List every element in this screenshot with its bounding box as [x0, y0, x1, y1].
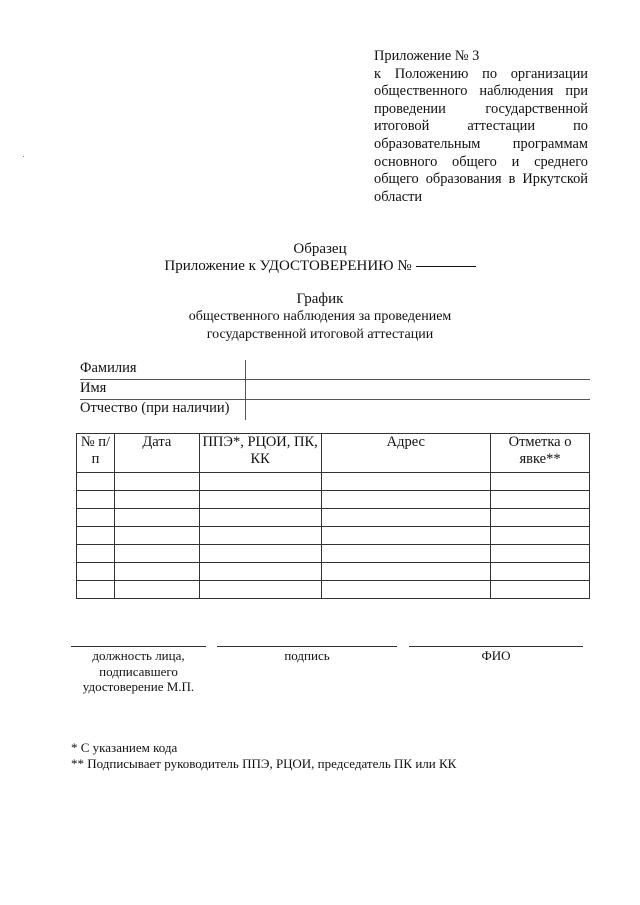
table-cell — [199, 563, 321, 581]
table-cell — [199, 509, 321, 527]
table-cell — [491, 491, 590, 509]
name-field — [80, 380, 590, 400]
table-cell — [491, 509, 590, 527]
header-location: ППЭ*, РЦОИ, ПК, КК — [199, 434, 321, 473]
certificate-attachment-text: Приложение к УДОСТОВЕРЕНИЮ № — [164, 258, 412, 274]
table-cell — [199, 491, 321, 509]
table-cell — [114, 545, 199, 563]
schedule-table — [76, 433, 590, 599]
table-cell — [77, 545, 115, 563]
header-number: № п/п — [77, 434, 115, 473]
patronymic-label: Отчество (при наличии) — [80, 400, 230, 416]
schedule-subtitle-line-2: государственной итоговой аттестации — [206, 327, 434, 342]
name-label: Имя — [80, 380, 107, 396]
table-cell — [114, 527, 199, 545]
table-cell — [77, 581, 115, 599]
table-cell — [321, 491, 491, 509]
fullname-caption: ФИО — [481, 648, 511, 663]
signature-line — [217, 646, 397, 647]
appendix-number: Приложение № 3 — [374, 48, 480, 64]
appendix-description: к Положению по организации общественного наблюдения при проведении государственной итоговой аттестации по образовательным программам основного общего и среднего общего образования в Иркутской области — [374, 65, 588, 205]
table-cell — [77, 509, 115, 527]
table-cell — [199, 581, 321, 599]
table-cell — [321, 527, 491, 545]
scan-speck — [23, 156, 24, 157]
schedule-title: График — [296, 291, 344, 307]
table-cell — [199, 545, 321, 563]
table-cell — [77, 527, 115, 545]
table-header-row — [77, 434, 590, 473]
table-row — [77, 581, 590, 599]
table-cell — [321, 509, 491, 527]
patronymic-field — [80, 400, 590, 419]
schedule-subtitle-line-1: общественного наблюдения за проведением — [188, 309, 452, 324]
table-cell — [114, 509, 199, 527]
certificate-attachment-line — [0, 258, 640, 275]
header-date: Дата — [114, 434, 199, 473]
table-cell — [491, 527, 590, 545]
position-caption: должность лица, подписавшего удостоверение М.П. — [82, 648, 195, 694]
sample-label: Образец — [293, 241, 347, 257]
table-cell — [491, 563, 590, 581]
table-cell — [321, 473, 491, 491]
lastname-field — [80, 360, 590, 380]
table-cell — [199, 473, 321, 491]
field-divider — [245, 360, 246, 380]
table-cell — [491, 581, 590, 599]
table-cell — [114, 581, 199, 599]
appendix-reference — [374, 48, 588, 206]
table-cell — [199, 527, 321, 545]
certificate-number-blank — [416, 266, 476, 267]
table-cell — [321, 545, 491, 563]
table-cell — [114, 491, 199, 509]
footnote-signer: ** Подписывает руководитель ППЭ, РЦОИ, председатель ПК или КК — [71, 756, 457, 771]
table-cell — [114, 563, 199, 581]
table-cell — [321, 563, 491, 581]
table-cell — [491, 545, 590, 563]
table-cell — [114, 473, 199, 491]
fullname-signature-line — [409, 646, 583, 647]
table-cell — [491, 473, 590, 491]
table-cell — [77, 491, 115, 509]
table-cell — [77, 563, 115, 581]
field-divider — [245, 400, 246, 420]
position-signature-line — [71, 646, 206, 647]
table-row — [77, 527, 590, 545]
signature-caption: подпись — [284, 648, 330, 663]
table-row — [77, 545, 590, 563]
lastname-label: Фамилия — [80, 360, 137, 376]
table-cell — [77, 473, 115, 491]
header-attendance-mark: Отметка о явке** — [491, 434, 590, 473]
footnote-code: * С указанием кода — [71, 740, 178, 755]
table-row — [77, 563, 590, 581]
table-row — [77, 473, 590, 491]
header-address: Адрес — [321, 434, 491, 473]
table-body — [77, 473, 590, 599]
field-divider — [245, 380, 246, 400]
table-cell — [321, 581, 491, 599]
table-row — [77, 491, 590, 509]
table-row — [77, 509, 590, 527]
